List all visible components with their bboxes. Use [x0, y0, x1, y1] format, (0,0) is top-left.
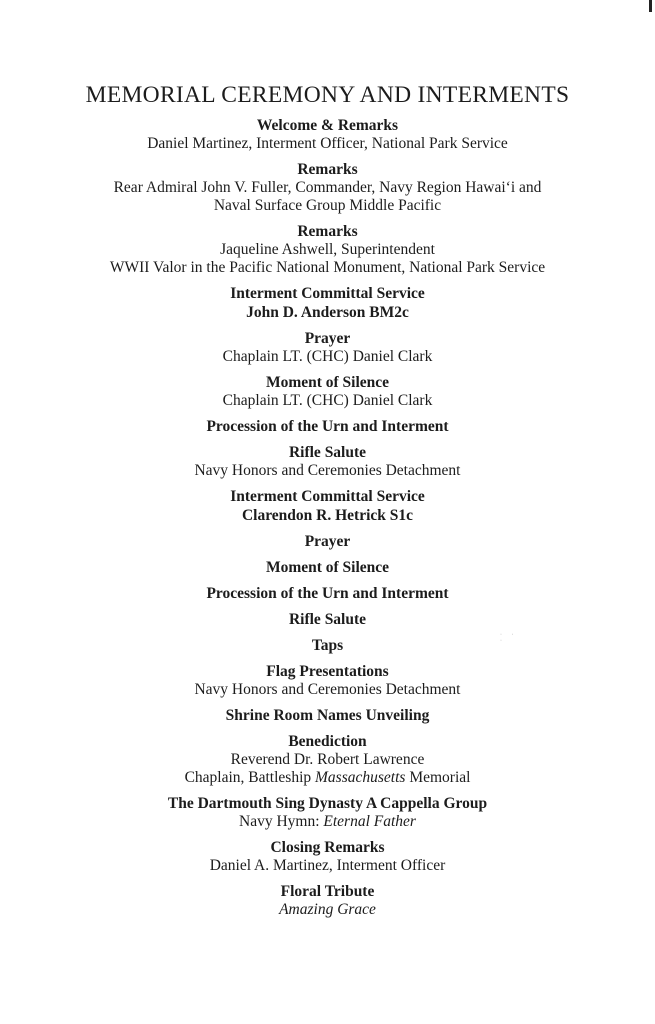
item-line: Navy Honors and Ceremonies Detachment [194, 681, 461, 698]
line-text: Navy Hymn: [239, 813, 324, 830]
item-line: Reverend Dr. Robert Lawrence [230, 751, 425, 768]
item-line: Chaplain LT. (CHC) Daniel Clark [222, 392, 433, 409]
program-item-welcome-remarks [0, 116, 655, 153]
item-line: WWII Valor in the Pacific National Monument, National Park Service [109, 259, 546, 276]
item-heading: Flag Presentations [266, 663, 389, 680]
item-line: Navy Honors and Ceremonies Detachment [194, 462, 461, 479]
program-item-moment-of-silence-1 [0, 373, 655, 410]
item-line: Rear Admiral John V. Fuller, Commander, Navy Region Hawai‘i and [113, 179, 542, 196]
item-line: Daniel A. Martinez, Interment Officer [209, 857, 446, 874]
item-heading: Interment Committal Service [230, 285, 425, 302]
scan-speck: · · · [500, 632, 518, 644]
program-item-rifle-salute-2 [0, 610, 655, 629]
page-title: MEMORIAL CEREMONY AND INTERMENTS [85, 82, 570, 108]
program-item-remarks-ashwell [0, 222, 655, 277]
item-heading: Remarks [297, 223, 358, 240]
line-italic-text: Massachusetts [315, 769, 406, 786]
program-item-taps [0, 636, 655, 655]
item-heading: Closing Remarks [270, 839, 385, 856]
scan-edge-mark [649, 0, 652, 12]
item-heading: Benediction [288, 733, 367, 750]
item-mixed-line [0, 769, 655, 787]
line-italic-text: Eternal Father [323, 813, 416, 830]
program-item-remarks-fuller [0, 160, 655, 215]
item-heading: Rifle Salute [288, 444, 367, 461]
program-item-benediction [0, 732, 655, 787]
item-subheading: Clarendon R. Hetrick S1c [241, 507, 414, 524]
line-text: Memorial [405, 769, 471, 786]
program-item-a-cappella [0, 794, 655, 831]
program-item-closing-remarks [0, 838, 655, 875]
item-heading: Procession of the Urn and Interment [206, 418, 449, 435]
item-line: Daniel Martinez, Interment Officer, National Park Service [147, 135, 508, 152]
item-heading: Procession of the Urn and Interment [206, 585, 449, 602]
item-heading: Taps [311, 637, 344, 654]
item-italic-line: Amazing Grace [279, 901, 376, 918]
program-item-rifle-salute-1 [0, 443, 655, 480]
program-item-committal-anderson [0, 284, 655, 322]
program-item-shrine-room [0, 706, 655, 725]
item-heading: The Dartmouth Sing Dynasty A Cappella Group [167, 795, 488, 812]
item-line: Naval Surface Group Middle Pacific [213, 197, 442, 214]
item-mixed-line [0, 813, 655, 831]
item-heading: Shrine Room Names Unveiling [225, 707, 430, 724]
program-item-procession-1 [0, 417, 655, 436]
item-heading: Floral Tribute [280, 883, 375, 900]
item-heading: Remarks [297, 161, 358, 178]
item-heading: Prayer [304, 330, 351, 347]
item-subheading: John D. Anderson BM2c [246, 304, 409, 321]
program-item-prayer-1 [0, 329, 655, 366]
item-heading: Moment of Silence [265, 559, 390, 576]
program-item-committal-hetrick [0, 487, 655, 525]
item-heading: Moment of Silence [265, 374, 390, 391]
program-item-moment-of-silence-2 [0, 558, 655, 577]
program-list [0, 116, 655, 926]
program-item-flag-presentations [0, 662, 655, 699]
item-heading: Welcome & Remarks [256, 117, 399, 134]
program-item-procession-2 [0, 584, 655, 603]
item-heading: Interment Committal Service [230, 488, 425, 505]
item-line: Chaplain LT. (CHC) Daniel Clark [222, 348, 433, 365]
item-heading: Prayer [304, 533, 351, 550]
program-item-floral-tribute [0, 882, 655, 919]
item-heading: Rifle Salute [288, 611, 367, 628]
item-line: Jaqueline Ashwell, Superintendent [220, 241, 435, 258]
line-text: Chaplain, Battleship [184, 769, 316, 786]
program-item-prayer-2 [0, 532, 655, 551]
